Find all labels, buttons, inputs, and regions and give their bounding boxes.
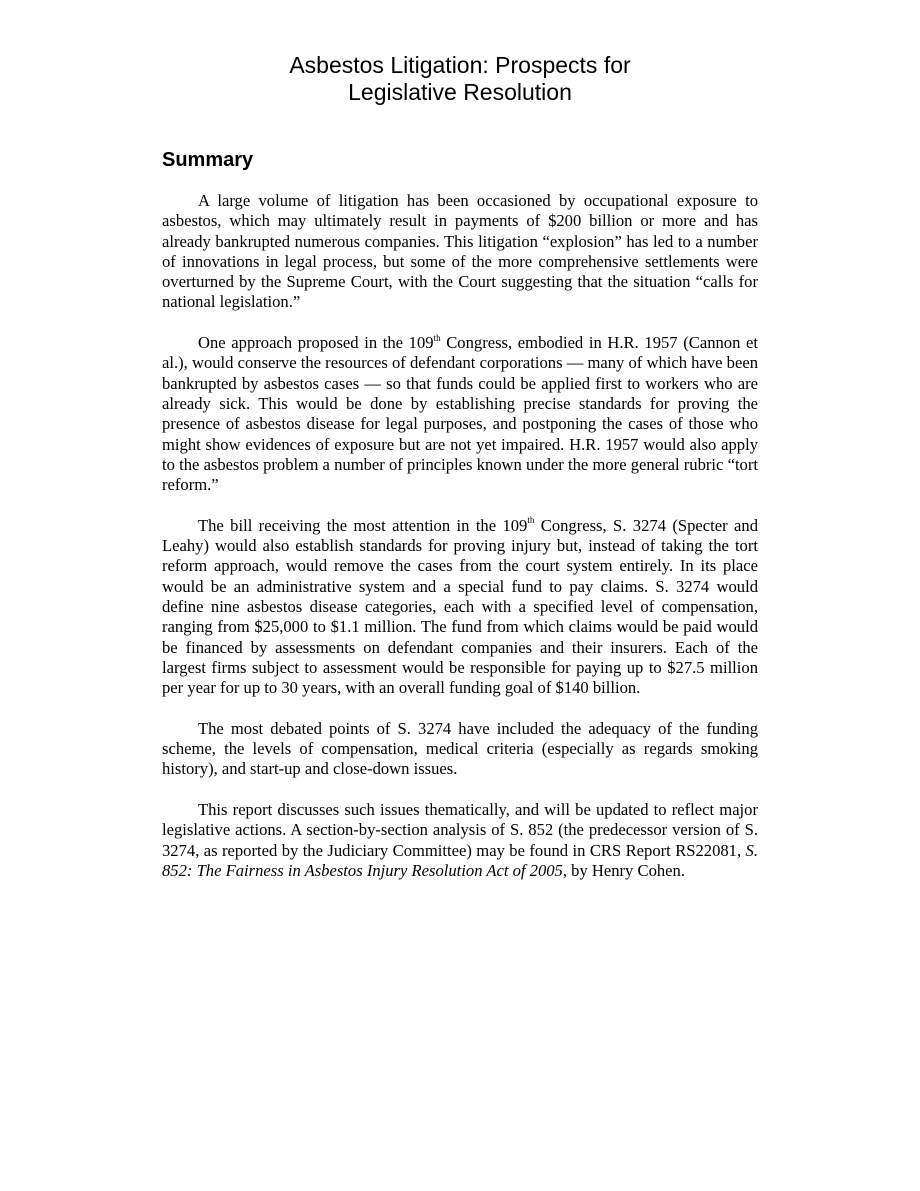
title-line-2: Legislative Resolution — [348, 79, 572, 105]
document-title — [162, 52, 758, 106]
paragraph-2-superscript: th — [433, 332, 441, 343]
paragraph-4: The most debated points of S. 3274 have included the adequacy of the funding scheme, the levels of compensation, medical criteria (especially as regards smoking history), and start-up and close-down issues. — [162, 718, 758, 779]
paragraph-3-superscript: th — [527, 515, 535, 526]
paragraph-2-text-a: One approach proposed in the 109 — [198, 333, 434, 353]
paragraph-3-text-a: The bill receiving the most attention in the 109 — [198, 515, 528, 535]
title-line-1: Asbestos Litigation: Prospects for — [289, 52, 631, 78]
paragraph-5-text-b: , by Henry Cohen. — [562, 860, 685, 880]
paragraph-1: A large volume of litigation has been occasioned by occupational exposure to asbestos, which may ultimately result in payments of $200 billion or more and has already bankrupted numerous companies. This litigation “explosion” has led to a number of innovations in legal process, but some of the more comprehensive settlements were overturned by the Supreme Court, with the Court suggesting that the situation “calls for national legislation.” — [162, 191, 758, 312]
paragraph-2 — [162, 333, 758, 495]
paragraph-3 — [162, 516, 758, 699]
paragraph-5-text-a: This report discusses such issues thematically, and will be updated to reflect major legislative actions. A section-by-section analysis of S. 852 (the predecessor version of S. 3274, as reported by the Judiciary Committee) may be found in CRS Report RS22081, — [162, 799, 758, 860]
document-page — [162, 52, 758, 901]
report-title-italic: S. 852: The Fairness in Asbestos Injury Resolution Act of 2005 — [162, 840, 758, 880]
paragraph-3-text-b: Congress, S. 3274 (Specter and Leahy) would also establish standards for proving injury but, instead of taking the tort reform approach, would remove the cases from the court system entirely. In its place would be an administrative system and a special fund to pay claims. S. 3274 would define nine asbestos disease categories, each with a specified level of compensation, ranging from $25,000 to $1.1 million. The fund from which claims would be paid would be financed by assessments on defendant companies and their insurers. Each of the largest firms subject to assessment would be responsible for paying up to $27.5 million per year for up to 30 years, with an overall funding goal of $140 billion. — [162, 515, 758, 698]
paragraph-5 — [162, 800, 758, 881]
section-heading: Summary — [162, 149, 254, 171]
paragraph-2-text-b: Congress, embodied in H.R. 1957 (Cannon et al.), would conserve the resources of defendant corporations — many of which have been bankrupted by asbestos cases — so that funds could be applied first to workers who are already sick. This would be done by establishing precise standards for proving the presence of asbestos disease for legal purposes, and postponing the cases of those who might show evidences of exposure but are not yet impaired. H.R. 1957 would also apply to the asbestos problem a number of principles known under the more general rubric “tort reform.” — [162, 333, 759, 495]
